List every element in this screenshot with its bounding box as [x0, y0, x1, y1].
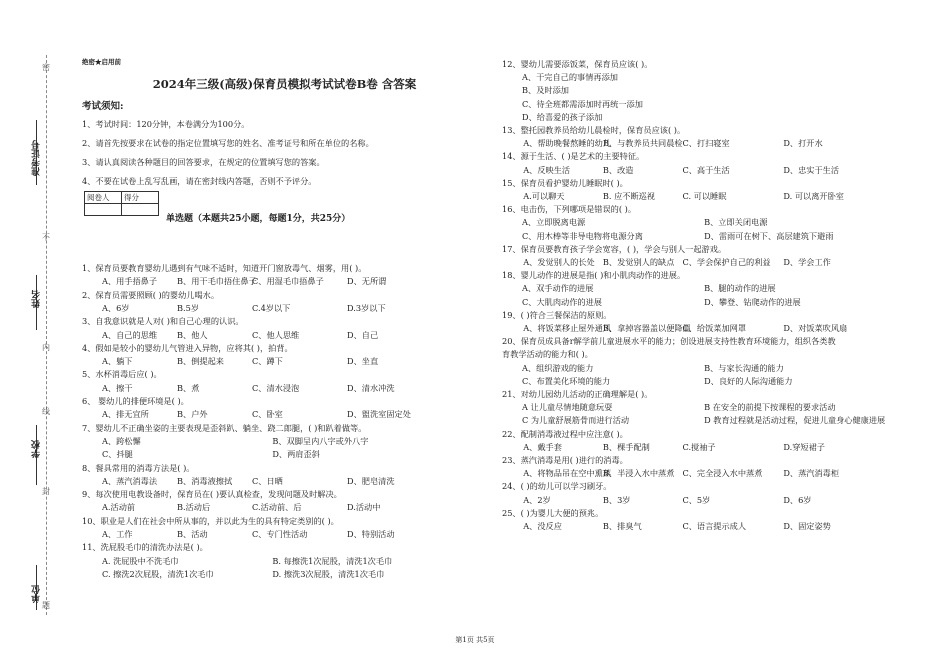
- question-text: 25、( )为婴儿大便的预兆。: [502, 507, 604, 518]
- answer-option[interactable]: D、学会工作: [783, 257, 831, 267]
- answer-option[interactable]: B. 每擦洗1次屁股，清洗1次毛巾: [272, 555, 393, 566]
- question-text: 4、假如是较小的婴幼儿气管进入异物，应将其( )，拍背。: [82, 342, 293, 353]
- answer-option[interactable]: C、待全班都需添加时再统一添加: [522, 98, 643, 109]
- answer-option[interactable]: B、他人: [177, 329, 208, 340]
- notice-item: 3、请认真阅读各种题目的回答要求，在规定的位置填写您的答案。: [82, 157, 325, 167]
- answer-option[interactable]: C、专门性活动: [252, 529, 308, 539]
- name-label: 姓名: [32, 290, 42, 308]
- answer-option[interactable]: C、高于生活: [682, 164, 730, 175]
- answer-option[interactable]: D、坐直: [347, 356, 379, 367]
- cut-mark: 内: [42, 343, 50, 352]
- question-text: 16、电击伤，下列哪项是错误的( )。: [502, 204, 637, 215]
- answer-option[interactable]: C. 擦洗2次屁股，清洗1次毛巾: [102, 568, 214, 579]
- answer-option[interactable]: C. 可以睡眠: [682, 191, 727, 201]
- answer-option[interactable]: C.活动前、后: [252, 502, 302, 513]
- answer-option[interactable]: A、戴手套: [523, 441, 562, 452]
- question-text: 22、配制消毒液过程中应注意( )。: [502, 428, 628, 439]
- answer-option[interactable]: C.搅袖子: [682, 441, 716, 452]
- answer-option[interactable]: B、用干毛巾捂住鼻子: [177, 276, 257, 287]
- answer-option[interactable]: A、跨松懈: [102, 435, 141, 446]
- answer-option[interactable]: B、煮: [177, 382, 200, 393]
- answer-option[interactable]: C、卧室: [252, 409, 283, 420]
- answer-option[interactable]: D 教育过程就是活动过程，促进儿童身心健康进展: [704, 415, 886, 426]
- answer-option[interactable]: C、语言提示成人: [682, 521, 747, 531]
- answer-option[interactable]: A.可以聊天: [523, 191, 565, 201]
- answer-option[interactable]: A、躺下: [102, 356, 133, 367]
- answer-option[interactable]: A、将饭菜移止屋外通风: [523, 323, 612, 333]
- answer-option[interactable]: B 在安全的前提下按课程的要求活动: [704, 402, 836, 413]
- school-label: 学校: [32, 440, 42, 458]
- answer-option[interactable]: B、户外: [177, 409, 208, 420]
- answer-option[interactable]: D、攀登、钻爬动作的进展: [704, 296, 801, 307]
- question-text: 10、职业是人们在社会中所从事的，并以此为生的具有特定类别的( )。: [82, 515, 339, 526]
- answer-option[interactable]: C、完全浸入水中蒸煮: [682, 468, 763, 479]
- answer-option[interactable]: B、棵手配制: [602, 441, 650, 452]
- answer-option[interactable]: A、组织游戏的能力: [522, 362, 594, 373]
- answer-option[interactable]: C、蹲下: [252, 356, 283, 367]
- answer-option[interactable]: A、用手捂鼻子: [102, 276, 158, 287]
- question-text-cont: 育教学活动的能力和( )。: [502, 349, 593, 360]
- question-text: 7、婴幼儿不正确坐姿的主要表现是歪斜趴、躺坐、跷二郎腿，( )和趴着做等。: [82, 422, 367, 433]
- answer-option[interactable]: A 让儿童尽情地随意玩耍: [522, 402, 613, 413]
- question-text: 15、保育员看护婴幼儿睡眠时( )。: [502, 177, 628, 188]
- question-text: 23、蒸汽消毒是用( )进行的消毒。: [502, 455, 628, 465]
- answer-option[interactable]: C、学会保护自己的利益: [682, 257, 771, 267]
- question-text: 12、婴幼儿需要添饭菜，保育员应该( )。: [502, 59, 653, 69]
- answer-option[interactable]: A、2岁: [523, 494, 551, 505]
- answer-option[interactable]: D.穿短裙子: [783, 441, 825, 452]
- answer-option[interactable]: D.活动中: [347, 502, 381, 513]
- answer-option[interactable]: B、及时添加: [522, 85, 569, 96]
- answer-option[interactable]: B、排臭气: [602, 521, 642, 531]
- cut-mark: 密: [42, 63, 50, 72]
- answer-option[interactable]: A、排无宜所: [102, 409, 149, 420]
- answer-option[interactable]: A、自己的思维: [102, 329, 158, 340]
- answer-option[interactable]: C、给饭菜加网罩: [682, 323, 747, 333]
- answer-option[interactable]: D、蒸汽消毒柜: [783, 468, 840, 479]
- answer-option[interactable]: B、发觉别人的缺点: [602, 257, 675, 267]
- question-text: 18、婴儿动作的进展是指( )和小肌肉动作的进展。: [502, 270, 686, 281]
- answer-option[interactable]: D、特别活动: [347, 529, 395, 539]
- question-text: 11、洗屁股毛巾的清洗办法是( )。: [82, 542, 208, 553]
- candidate-id-label: 准考证号: [32, 140, 42, 176]
- answer-option[interactable]: C、打扫寝室: [682, 138, 730, 149]
- answer-option[interactable]: D、固定姿势: [783, 521, 831, 531]
- answer-option[interactable]: A、双手动作的进展: [522, 283, 594, 294]
- answer-option[interactable]: B、半浸入水中蒸煮: [602, 468, 675, 479]
- question-text: 21、对幼儿园幼儿活动的正确理解是( )。: [502, 389, 653, 399]
- question-text: 14、源于生活、( )是艺术的主要特征。: [502, 151, 645, 162]
- answer-option[interactable]: B、改造: [602, 164, 634, 175]
- question-text: 3、自我意识就是人对( )和自己心理的认识。: [82, 316, 244, 327]
- answer-option[interactable]: D、对饭菜吹风扇: [783, 323, 848, 333]
- grader-input[interactable]: [85, 204, 122, 216]
- answer-option[interactable]: B、双脚呈内八字或外八字: [272, 435, 369, 446]
- answer-option[interactable]: B、活动: [177, 529, 208, 539]
- cut-mark: 题: [42, 601, 50, 610]
- answer-option[interactable]: D、雷雨可在树下、高层建筑下避雨: [704, 230, 834, 241]
- unit-label: 单位: [32, 585, 42, 603]
- notice-heading: 考试须知:: [82, 101, 124, 112]
- secret-mark: 绝密★启用前: [82, 58, 121, 66]
- question-text: 1、保育员要教育婴幼儿遇到有气味不适时，知道开门窗放毒气、烟雾，用( )。: [82, 263, 367, 273]
- answer-option[interactable]: D. 可以离开卧室: [783, 191, 844, 201]
- question-text: 9、每次使用电教设备时，保育员在( )要认真检查，发现问题及时解决。: [82, 489, 342, 500]
- answer-option[interactable]: D、6岁: [783, 494, 812, 505]
- answer-option[interactable]: C、抖腿: [102, 449, 133, 460]
- answer-option[interactable]: D、良好的人际沟通能力: [704, 375, 793, 386]
- question-text: 24、( )的幼儿可以学习刷牙。: [502, 481, 612, 492]
- answer-option[interactable]: B、消毒液擦拭: [177, 475, 233, 486]
- question-text: 17、保育员要教育孩子学会宽容，( )，学会与别人一起游戏。: [502, 243, 727, 254]
- answer-option[interactable]: B、与教养员共同晨检: [602, 138, 683, 149]
- answer-option[interactable]: D、忠实于生活: [783, 164, 840, 175]
- section-heading: 单选题（本题共25小题，每题1分，共25分）: [166, 214, 351, 224]
- answer-option[interactable]: C、日晒: [252, 475, 283, 486]
- answer-option[interactable]: A、发觉别人的长处: [523, 257, 595, 267]
- answer-option[interactable]: B、与家长沟通的能力: [704, 362, 784, 373]
- notice-item: 4、不要在试卷上乱写乱画，请在密封线内答题，否则不予评分。: [82, 176, 317, 186]
- answer-option[interactable]: B. 应不断巡视: [602, 191, 656, 201]
- answer-option[interactable]: B.活动后: [177, 502, 211, 513]
- answer-option[interactable]: C、大肌肉动作的进展: [522, 296, 602, 307]
- answer-option[interactable]: A.活动前: [102, 502, 136, 513]
- answer-option[interactable]: B.5岁: [177, 302, 200, 313]
- answer-option[interactable]: B、3岁: [602, 494, 631, 505]
- notice-item: 1、考试时间：120分钟，本卷满分为100分。: [82, 119, 250, 129]
- answer-option[interactable]: D. 擦洗3次屁股，清洗1次毛巾: [272, 568, 385, 579]
- answer-option[interactable]: D.3岁以下: [347, 302, 386, 313]
- answer-option[interactable]: D、盥洗室固定处: [347, 409, 411, 420]
- answer-option[interactable]: D、肥皂清洗: [347, 475, 395, 486]
- grader-cell: 阅卷人: [85, 192, 122, 204]
- seal-line: [46, 55, 47, 615]
- page-footer: 第1页 共5页: [455, 636, 495, 644]
- answer-option[interactable]: B、立即关闭电源: [704, 217, 768, 228]
- score-input[interactable]: [122, 204, 159, 216]
- question-text: 20、保育员成具备r解学前儿童进展水平的能力；创设进展支持性教育环境能力，组织各类教: [502, 336, 836, 347]
- answer-option[interactable]: A、将物品吊在空中熏蒸: [523, 468, 612, 479]
- answer-option[interactable]: A. 洗屁股中不洗毛巾: [102, 555, 179, 566]
- answer-option[interactable]: A、蒸汽消毒法: [102, 475, 158, 486]
- cut-mark: 不: [42, 233, 50, 242]
- answer-option[interactable]: C、布置美化环境的能力: [522, 375, 611, 386]
- answer-option[interactable]: C、用湿毛巾捂鼻子: [252, 276, 324, 287]
- answer-option[interactable]: C、他人思维: [252, 329, 300, 340]
- answer-option[interactable]: C 为儿童舒展筋骨而进行活动: [522, 415, 630, 426]
- cut-mark: 封: [42, 487, 50, 496]
- answer-option[interactable]: B、倒提起来: [177, 356, 224, 367]
- answer-option[interactable]: D、两肩歪斜: [272, 449, 320, 460]
- answer-option[interactable]: A、擦干: [102, 382, 133, 393]
- answer-option[interactable]: D、自己: [347, 329, 379, 340]
- answer-option[interactable]: A、帮助晚餐熬睡的幼儿: [523, 138, 612, 149]
- question-text: 19、( )符合三餐保洁的原则。: [502, 309, 612, 320]
- answer-option[interactable]: C.4岁以下: [252, 302, 291, 313]
- answer-option[interactable]: C、5岁: [682, 494, 711, 505]
- cut-mark: 线: [42, 407, 50, 416]
- answer-option[interactable]: A、反映生活: [523, 164, 571, 175]
- answer-option[interactable]: C、用木棒等非导电物将电源分离: [522, 230, 643, 241]
- question-text: 13、整托园教养员给幼儿晨检时，保育员应该( )。: [502, 125, 686, 135]
- answer-option[interactable]: A、立即脱离电源: [522, 217, 586, 228]
- answer-option[interactable]: A、工作: [102, 529, 133, 539]
- exam-title: 2024年三级(高级)保育员模拟考试试卷B卷 含答案: [152, 77, 417, 91]
- answer-option[interactable]: D、给喜爱的孩子添加: [522, 111, 603, 122]
- answer-option[interactable]: C、清水浸泡: [252, 382, 300, 393]
- answer-option[interactable]: B、拿掉容器盖以便降温: [602, 323, 691, 333]
- question-text: 5、水杯消毒后应( )。: [82, 369, 162, 380]
- question-text: 8、餐具常用的消毒方法是( )。: [82, 462, 195, 473]
- answer-option[interactable]: D、无所谓: [347, 276, 387, 287]
- answer-option[interactable]: A、6岁: [102, 302, 130, 313]
- binding-sidebar: [0, 0, 70, 671]
- answer-option[interactable]: D、打开水: [783, 138, 823, 149]
- notice-item: 2、请首先按要求在试卷的指定位置填写您的姓名、准考证号和所在单位的名称。: [82, 138, 374, 148]
- question-text: 6、 婴幼儿的排便环境是( )。: [82, 396, 189, 406]
- score-table: [84, 191, 159, 216]
- answer-option[interactable]: D、清水冲洗: [347, 382, 395, 393]
- answer-option[interactable]: A、没反应: [523, 521, 562, 531]
- score-cell: 得分: [122, 192, 159, 204]
- answer-option[interactable]: A、干完自己的事情再添加: [522, 72, 618, 83]
- answer-option[interactable]: B、腿的动作的进展: [704, 283, 776, 294]
- question-text: 2、保育员需要照顾( )的婴幼儿喝水。: [82, 289, 220, 300]
